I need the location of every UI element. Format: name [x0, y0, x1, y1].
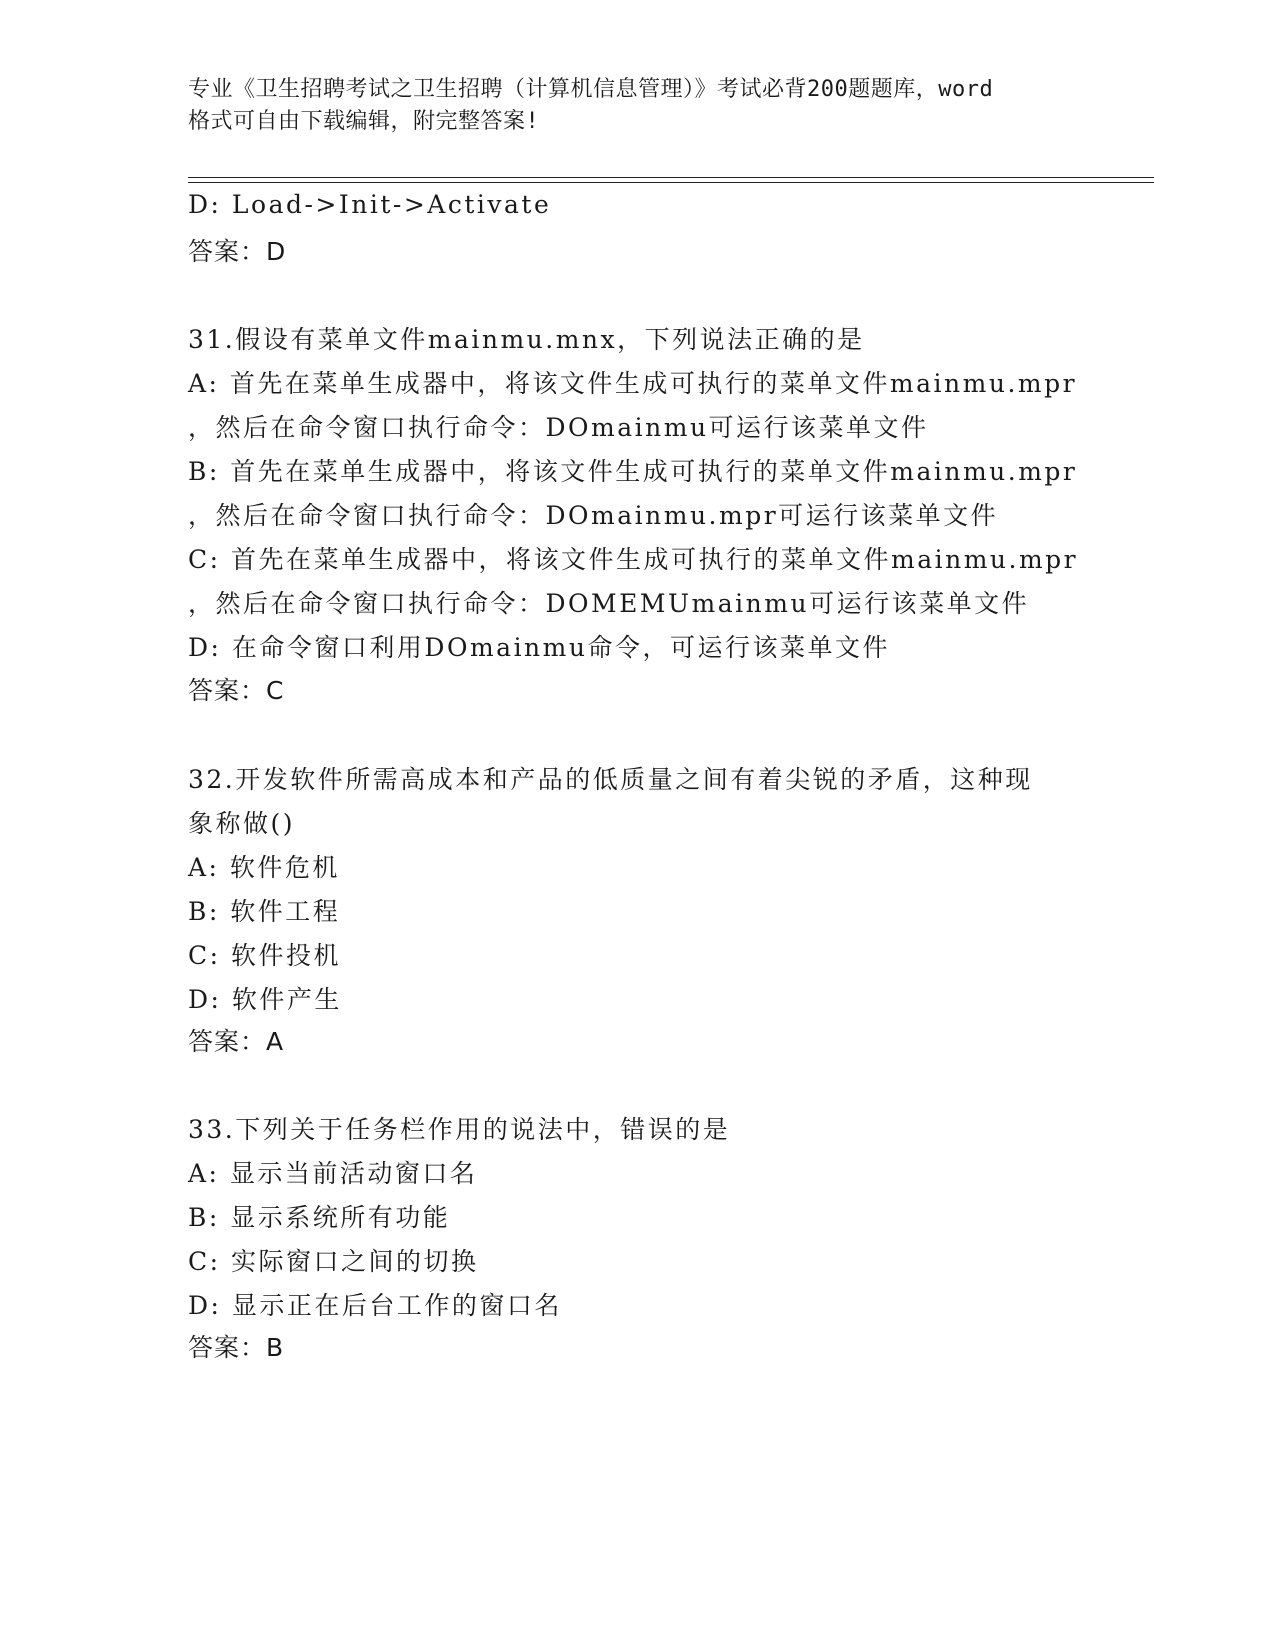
q31-option-d: D: 在命令窗口利用DOmainmu命令，可运行该菜单文件 [188, 633, 890, 662]
q30-answer: 答案：D [188, 237, 287, 266]
q32-option-d: D: 软件产生 [188, 985, 342, 1014]
q31-answer: 答案：C [188, 676, 285, 705]
q33-stem: 33.下列关于任务栏作用的说法中，错误的是 [188, 1115, 731, 1144]
q32-answer: 答案：A [188, 1027, 285, 1056]
header-line-2: 格式可自由下载编辑，附完整答案! [188, 109, 540, 134]
q31-option-c-line-1: C: 首先在菜单生成器中，将该文件生成可执行的菜单文件mainmu.mpr [188, 545, 1079, 574]
q33-option-d: D: 显示正在后台工作的窗口名 [188, 1291, 562, 1320]
header-divider-bottom [188, 182, 1154, 183]
q31-option-a-line-1: A: 首先在菜单生成器中，将该文件生成可执行的菜单文件mainmu.mpr [188, 369, 1078, 398]
q31-option-a-line-2: ，然后在命令窗口执行命令：DOmainmu可运行该菜单文件 [188, 413, 929, 442]
header-line-1: 专业《卫生招聘考试之卫生招聘（计算机信息管理）》考试必背200题题库，word [188, 77, 994, 102]
header-divider-top [188, 177, 1154, 178]
q32-option-a: A: 软件危机 [188, 853, 340, 882]
q33-answer: 答案：B [188, 1333, 285, 1362]
q30-option-d: D: Load->Init->Activate [188, 190, 552, 219]
q32-stem-line-2: 象称做() [188, 809, 296, 838]
q33-option-c: C: 实际窗口之间的切换 [188, 1247, 479, 1276]
q31-option-c-line-2: ，然后在命令窗口执行命令：DOMEMUmainmu可运行该菜单文件 [188, 589, 1030, 618]
q33-option-b: B: 显示系统所有功能 [188, 1203, 451, 1232]
q32-stem-line-1: 32.开发软件所需高成本和产品的低质量之间有着尖锐的矛盾，这种现 [188, 765, 1033, 794]
q31-option-b-line-2: ，然后在命令窗口执行命令：DOmainmu.mpr可运行该菜单文件 [188, 501, 999, 530]
q31-option-b-line-1: B: 首先在菜单生成器中，将该文件生成可执行的菜单文件mainmu.mpr [188, 457, 1078, 486]
q33-option-a: A: 显示当前活动窗口名 [188, 1159, 478, 1188]
q32-option-b: B: 软件工程 [188, 897, 341, 926]
q32-option-c: C: 软件投机 [188, 941, 341, 970]
document-header [188, 74, 1088, 138]
q31-stem: 31.假设有菜单文件mainmu.mnx，下列说法正确的是 [188, 325, 865, 354]
